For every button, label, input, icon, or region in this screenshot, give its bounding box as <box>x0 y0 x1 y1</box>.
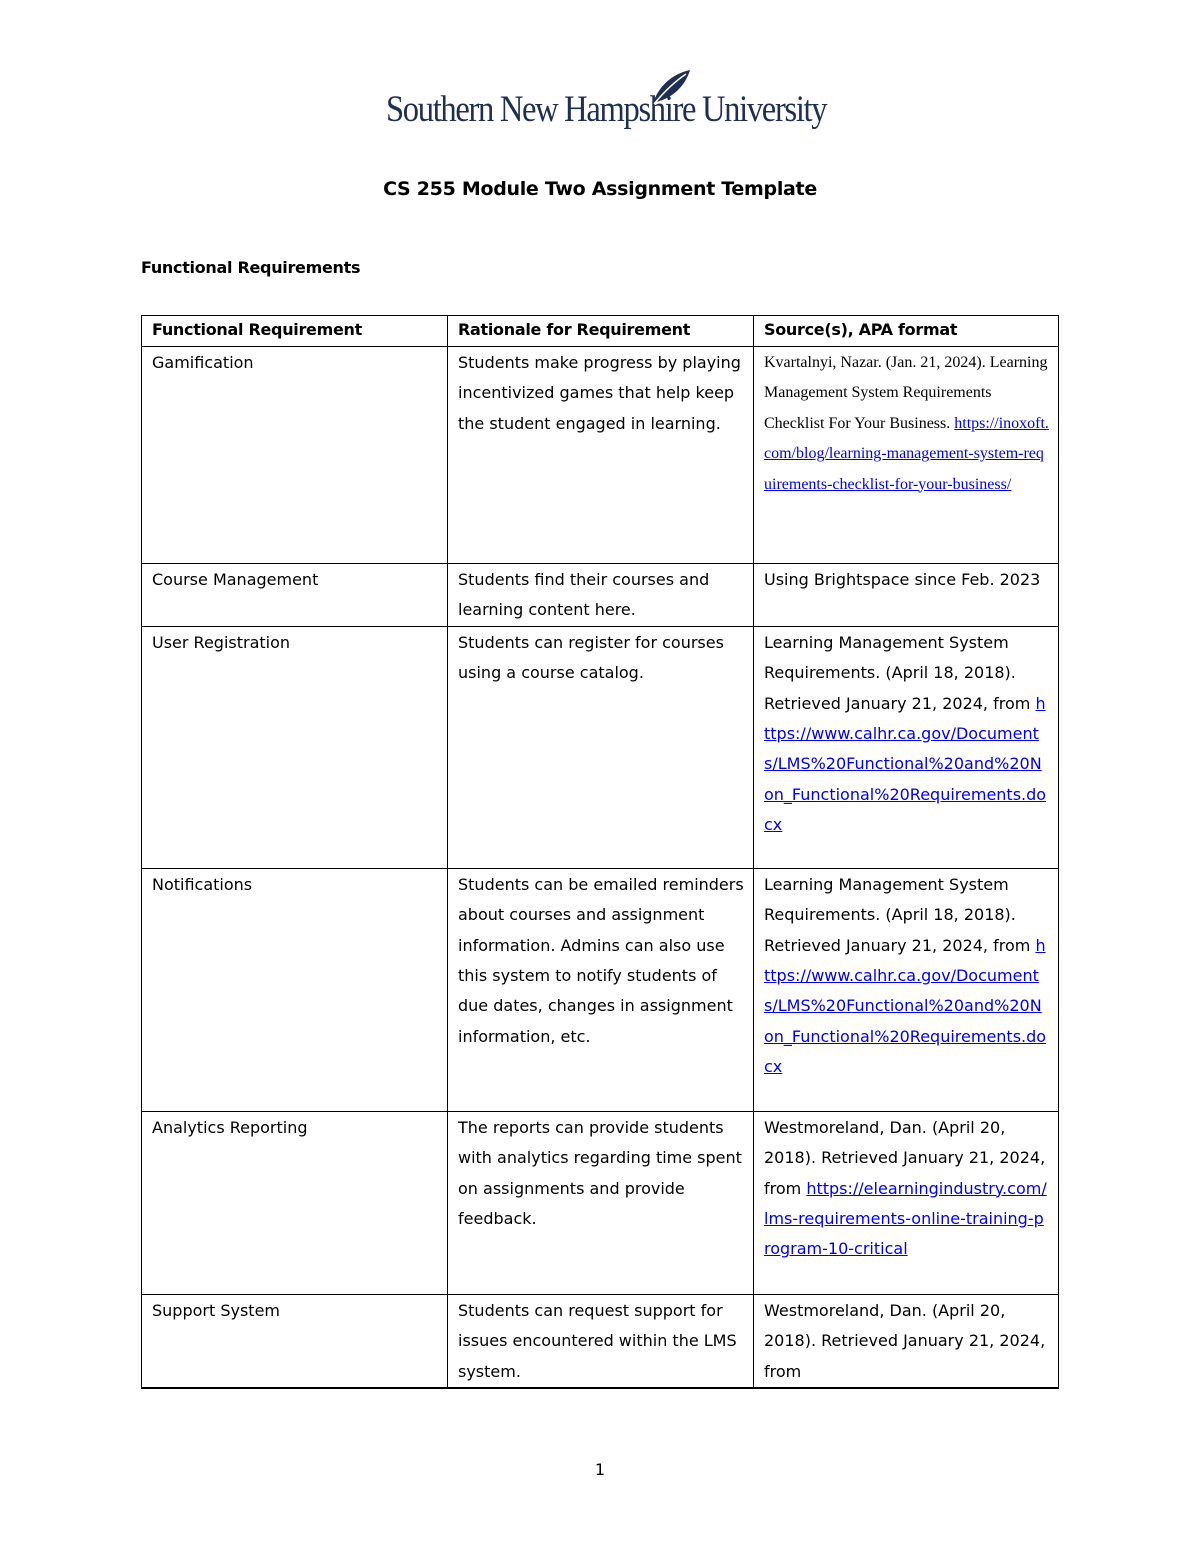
source-text: Learning Management System Requirements. (April 18, 2018). Retrieved January 21, 2024, from <box>764 632 1031 713</box>
column-header-source: Source(s), APA format <box>754 316 1059 347</box>
table-row <box>142 564 1059 627</box>
requirement-cell: Support System <box>142 1294 448 1388</box>
requirement-cell: Gamification <box>142 347 448 564</box>
rationale-cell: Students find their courses and learning content here. <box>448 564 754 627</box>
table-row <box>142 347 1059 564</box>
source-text: Westmoreland, Dan. (April 20, 2018). Retrieved January 21, 2024, from <box>764 1300 1046 1381</box>
source-link[interactable]: https://www.calhr.ca.gov/Documents/LMS%20Functional%20and%20Non_Functional%20Requirements.docx <box>764 693 1047 835</box>
rationale-cell: Students make progress by playing incentivized games that help keep the student engaged in learning. <box>448 347 754 564</box>
table-header-row <box>142 316 1059 347</box>
source-cell <box>754 626 1059 868</box>
section-heading: Functional Requirements <box>141 258 361 277</box>
leaf-icon <box>648 68 692 108</box>
source-cell <box>754 1111 1059 1294</box>
source-text: Using Brightspace since Feb. 2023 <box>764 570 1041 589</box>
rationale-cell: Students can request support for issues encountered within the LMS system. <box>448 1294 754 1388</box>
requirement-cell: User Registration <box>142 626 448 868</box>
source-cell <box>754 564 1059 627</box>
page-number: 1 <box>594 1460 606 1479</box>
column-header-requirement: Functional Requirement <box>142 316 448 347</box>
table-row <box>142 868 1059 1111</box>
source-text: Westmoreland, Dan. (April 20, 2018). Retrieved January 21, 2024, from <box>764 1117 1046 1198</box>
requirement-cell: Notifications <box>142 868 448 1111</box>
logo-wordmark: Southern New Hampshire University <box>386 89 827 130</box>
university-logo <box>386 68 827 138</box>
rationale-cell: Students can be emailed reminders about courses and assignment information. Admins can also use this system to notify students of due dates, changes in assignment information, etc. <box>448 868 754 1111</box>
source-link[interactable]: https://inoxoft.com/blog/learning-management-system-requirements-checklist-for-your-business/ <box>764 414 1049 493</box>
requirements-table <box>141 315 1059 1389</box>
document-title: CS 255 Module Two Assignment Template <box>383 178 817 200</box>
rationale-cell: The reports can provide students with analytics regarding time spent on assignments and provide feedback. <box>448 1111 754 1294</box>
source-text: Learning Management System Requirements. (April 18, 2018). Retrieved January 21, 2024, from <box>764 874 1031 955</box>
source-cell <box>754 347 1059 564</box>
column-header-rationale: Rationale for Requirement <box>448 316 754 347</box>
source-cell <box>754 1294 1059 1388</box>
requirement-cell: Course Management <box>142 564 448 627</box>
rationale-cell: Students can register for courses using a course catalog. <box>448 626 754 868</box>
table-row <box>142 1294 1059 1388</box>
table-row <box>142 1111 1059 1294</box>
requirement-cell: Analytics Reporting <box>142 1111 448 1294</box>
source-link[interactable]: https://elearningindustry.com/lms-requirements-online-training-program-10-critical <box>764 1178 1047 1259</box>
source-text: Kvartalnyi, Nazar. (Jan. 21, 2024). Learning Management System Requirements Checklist For Your Business. <box>764 354 1048 432</box>
table-row <box>142 626 1059 868</box>
source-cell <box>754 868 1059 1111</box>
source-link[interactable]: https://www.calhr.ca.gov/Documents/LMS%20Functional%20and%20Non_Functional%20Requirements.docx <box>764 935 1047 1077</box>
